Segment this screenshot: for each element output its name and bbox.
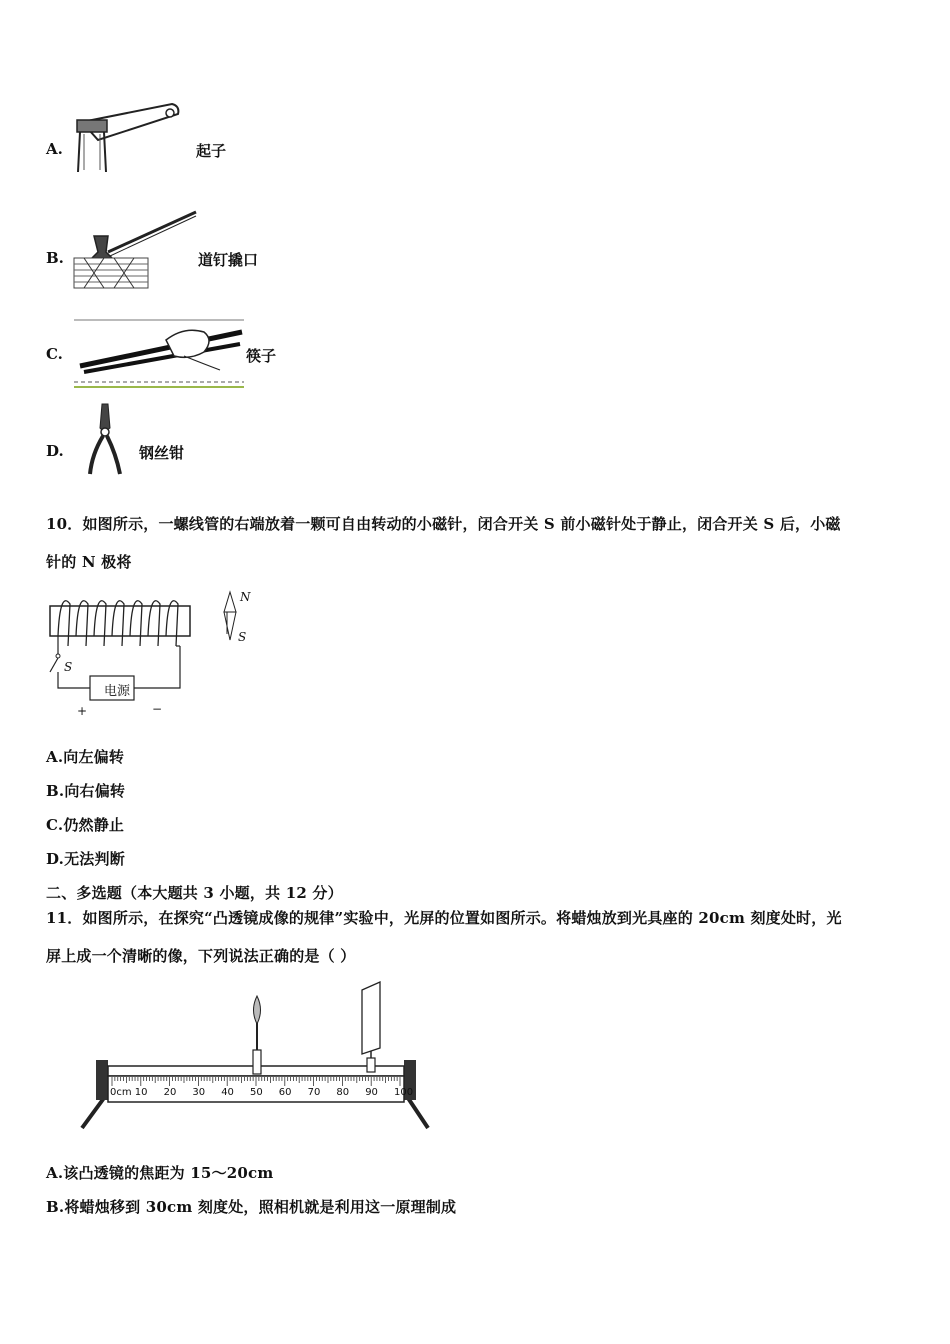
question-11-text: 11．如图所示，在探究“凸透镜成像的规律”实验中，光屏的位置如图所示。将蜡烛放到光具座的 20cm 刻度处时，光 bbox=[46, 909, 842, 927]
ruler-label: 90 bbox=[365, 1087, 378, 1098]
compass-needle-n bbox=[224, 592, 236, 612]
option-label: 钢丝钳 bbox=[139, 444, 185, 462]
positive-terminal-label: + bbox=[77, 704, 88, 718]
option-item: A.向左偏转 bbox=[46, 748, 125, 766]
ruler-label: 20 bbox=[163, 1087, 177, 1098]
ruler-label: 10 bbox=[134, 1087, 148, 1098]
chopsticks-icon bbox=[74, 318, 246, 394]
option-label: 道钉撬口 bbox=[198, 251, 259, 269]
rail-spike-pry-icon bbox=[74, 208, 200, 298]
ruler-label: 0cm bbox=[110, 1087, 132, 1098]
negative-terminal-label: − bbox=[152, 702, 163, 716]
option-letter: D. bbox=[46, 442, 64, 460]
ruler-label: 40 bbox=[221, 1087, 234, 1098]
ruler-label: 50 bbox=[250, 1087, 263, 1098]
ruler-label: 60 bbox=[278, 1087, 292, 1098]
ruler-label: 80 bbox=[336, 1087, 350, 1098]
option-item: B.向右偏转 bbox=[46, 782, 126, 800]
bottle-opener-icon bbox=[72, 100, 184, 178]
option-letter: A. bbox=[46, 140, 63, 158]
option-letter: B. bbox=[46, 249, 64, 267]
pliers-icon bbox=[86, 402, 126, 482]
needle-s-label: S bbox=[238, 630, 247, 644]
ruler-label: 70 bbox=[307, 1087, 321, 1098]
ruler-label: 100 bbox=[394, 1087, 414, 1098]
needle-n-label: N bbox=[240, 590, 251, 604]
option-item: A.该凸透镜的焦距为 15～20cm bbox=[46, 1164, 274, 1182]
section-title: 二、多选题（本大题共 3 小题，共 12 分） bbox=[46, 884, 343, 902]
question-11-text-cont: 屏上成一个清晰的像，下列说法正确的是（ ） bbox=[46, 947, 356, 965]
question-10-text: 10．如图所示，一螺线管的右端放着一颗可自由转动的小磁针，闭合开关 S 前小磁针处于静止，闭合开关 S 后，小磁 bbox=[46, 515, 841, 533]
option-label: 起子 bbox=[196, 142, 227, 160]
option-label: 筷子 bbox=[246, 347, 277, 365]
option-letter: C. bbox=[46, 345, 63, 363]
optical-bench-figure bbox=[78, 978, 434, 1136]
option-item: D.无法判断 bbox=[46, 850, 125, 868]
question-10-text-cont: 针的 N 极将 bbox=[46, 553, 132, 571]
ruler-label: 30 bbox=[192, 1087, 206, 1098]
compass-needle-s bbox=[224, 612, 236, 640]
option-item: C.仍然静止 bbox=[46, 816, 125, 834]
switch-label: S bbox=[64, 660, 73, 674]
option-item: B.将蜡烛移到 30cm 刻度处，照相机就是利用这一原理制成 bbox=[46, 1198, 457, 1216]
power-source-label: 电源 bbox=[104, 684, 131, 699]
solenoid-circuit-figure bbox=[44, 588, 264, 718]
